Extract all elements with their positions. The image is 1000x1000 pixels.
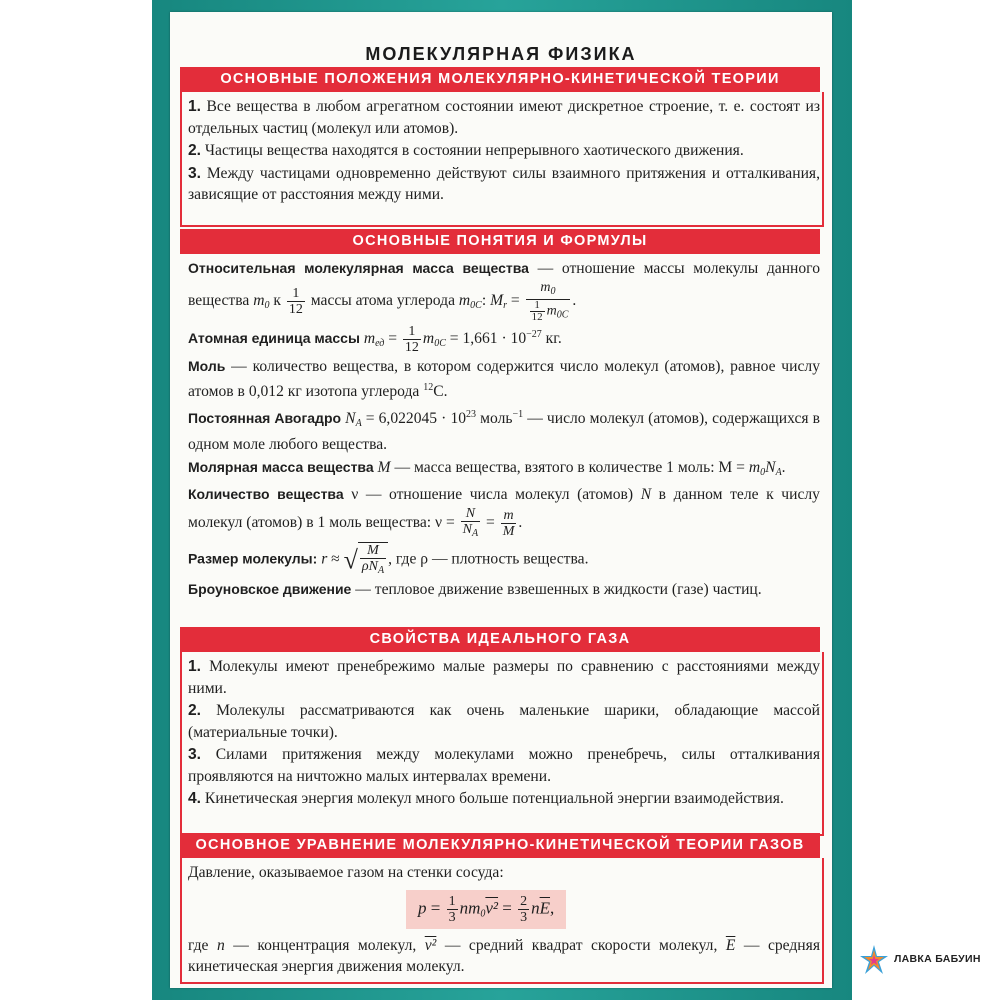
- definition-brownian: Броуновское движение — тепловое движение взвешенных в жидкости (газе) частиц.: [188, 580, 762, 598]
- fraction-one-twelfth: $\frac{1}{12}$: [288, 285, 303, 317]
- list-item: 2. Молекулы рассматриваются как очень маленькие шарики, обладающие массой (материальные точки).: [188, 702, 820, 741]
- section-heading-concepts: ОСНОВНЫЕ ПОНЯТИЯ И ФОРМУЛЫ: [180, 229, 820, 254]
- section-mkt-equation: [180, 858, 824, 984]
- list-item: 4. Кинетическая энергия молекул много больше потенциальной энергии взаимодействия.: [188, 790, 784, 807]
- section-concepts: [180, 254, 822, 618]
- formula-relative-mass: $m_0$ $\frac{1}{12}$ $m_{0C}$: [526, 280, 571, 323]
- intro-text: Давление, оказываемое газом на стенки сосуда:: [188, 864, 504, 881]
- definition-amu: Атомная единица массы $m_{ед}$ = $\frac{1}{12}$ $m_{0C} = 1,661 \cdot 10^{-27}$ кг.: [188, 323, 562, 355]
- definition-amount: Количество вещества ν — отношение числа молекул (атомов) N в данном теле к числу молекул (атомов) в 1 моль вещества: ν = $\frac{N}{N_A}$ = $\frac{m}{M}$ .: [188, 486, 820, 539]
- definition-mole: Моль — количество вещества, в котором содержится число молекул (атомов), равное числу атомов в 0,012 кг изотопа углерода $^{12}$C.: [188, 357, 820, 400]
- section-ideal-gas: [180, 652, 824, 836]
- section-heading-mkt-basics: ОСНОВНЫЕ ПОЛОЖЕНИЯ МОЛЕКУЛЯРНО-КИНЕТИЧЕСКОЙ ТЕОРИИ: [180, 67, 820, 92]
- sqrt-formula: √ $\frac{M}{\rho N_A}$: [344, 542, 388, 578]
- list-item: 1. Все вещества в любом агрегатном состоянии имеют дискретное строение, т. е. состоят из отдельных частиц (молекул или атомов).: [188, 98, 820, 137]
- main-equation: p = $\frac{1}{3}$ $nm_0v^2$ = $\frac{2}{3}$ $n\overline{E}$,: [406, 890, 566, 929]
- definition-molar-mass: Молярная масса вещества M — масса вещества, взятого в количестве 1 моль: $M = m_0N_A$.: [188, 458, 786, 478]
- definition-avogadro: Постоянная Авогадро $N_A = 6,022045 \cdot 10^{23}$ моль$^{-1}$ — число молекул (атомов), содержащихся в одном моле любого вещества.: [188, 408, 820, 453]
- section-mkt-basics: [180, 92, 824, 227]
- equation-explanation: где n — концентрация молекул, v² — средний квадрат скорости молекул, $\overline{E}$ — средняя кинетическая энергия движения молекул.: [188, 936, 820, 975]
- section-heading-mkt-equation: ОСНОВНОЕ УРАВНЕНИЕ МОЛЕКУЛЯРНО-КИНЕТИЧЕСКОЙ ТЕОРИИ ГАЗОВ: [180, 833, 820, 858]
- definition-relative-mass: Относительная молекулярная масса вещества — отношение массы молекулы данного вещества $m_0$ к $\frac{1}{12}$ массы атома углерода $m_{0C}$: $M_r$ = $m_0$ $\frac{1}{12}$ $m_{0C}$ .: [188, 260, 820, 323]
- list-item: 3. Силами притяжения между молекулами можно пренебречь, силы отталкивания проявляются на ничтожно малых интервалах времени.: [188, 746, 820, 785]
- page-title: МОЛЕКУЛЯРНАЯ ФИЗИКА: [365, 44, 637, 64]
- reference-card: [170, 12, 832, 988]
- watermark-logo: [858, 944, 998, 974]
- section-heading-ideal-gas: СВОЙСТВА ИДЕАЛЬНОГО ГАЗА: [180, 627, 820, 652]
- list-item: 1. Молекулы имеют пренебрежимо малые размеры по сравнению с расстояниями между ними.: [188, 658, 820, 697]
- watermark-text: ЛАВКА БАБУИН: [894, 953, 981, 965]
- definition-molecule-size: Размер молекулы: r ≈ √ $\frac{M}{\rho N_A}$ , где ρ — плотность вещества.: [188, 542, 589, 576]
- list-item: 3. Между частицами одновременно действуют силы взаимного притяжения и отталкивания, зависящие от расстояния между ними.: [188, 164, 820, 203]
- list-item: 2. Частицы вещества находятся в состоянии непрерывного хаотического движения.: [188, 142, 744, 159]
- star-icon: [858, 944, 890, 976]
